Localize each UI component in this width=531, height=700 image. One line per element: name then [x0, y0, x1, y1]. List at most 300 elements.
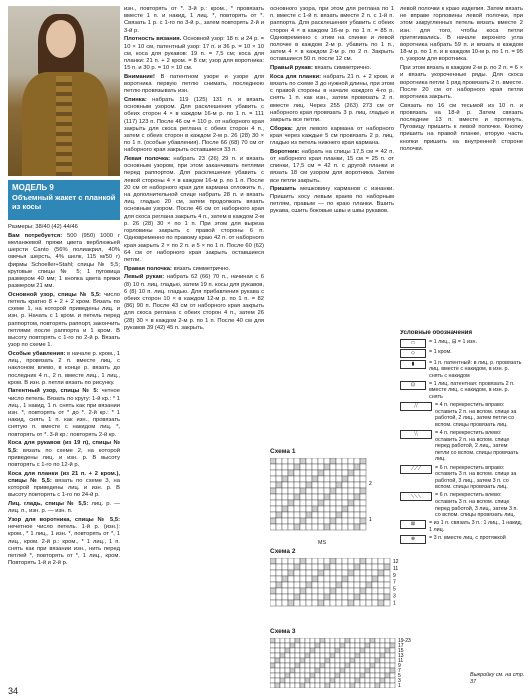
- chart-cell: [354, 518, 360, 524]
- chart-cell: [318, 464, 324, 470]
- legend-title: Условные обозначения: [400, 330, 473, 336]
- legend: [400, 330, 523, 630]
- chart-cell: [342, 470, 348, 476]
- chart-cell: [280, 673, 285, 678]
- chart-cell: [276, 594, 282, 600]
- paragraph-heading: Коса для рукавов (из 19 п), спицы № 5,5:: [8, 440, 120, 454]
- chart-cell: [306, 588, 312, 594]
- chart-cell: [280, 683, 285, 688]
- legend-symbol-icon: ⊡: [400, 381, 426, 390]
- paragraph-heading: Основной узор, спицы № 5,5:: [8, 291, 105, 298]
- chart-cell: [280, 658, 285, 663]
- model-subtitle: Объемный жакет с планкой из косы: [12, 193, 116, 211]
- chart-cell: [285, 653, 290, 658]
- chart-cell: [335, 653, 340, 658]
- chart-cell: [276, 576, 282, 582]
- chart-cell: [365, 678, 370, 683]
- chart-cell: [270, 648, 275, 653]
- chart-cell: [270, 588, 276, 594]
- chart-cell: [336, 506, 342, 512]
- chart-cell: [325, 638, 330, 643]
- chart-cell: [282, 458, 288, 464]
- chart-cell: [324, 576, 330, 582]
- chart-cell: [342, 506, 348, 512]
- chart-cell: [360, 576, 366, 582]
- chart-cell: [300, 683, 305, 688]
- chart-cell: [360, 506, 366, 512]
- chart-cell: [342, 500, 348, 506]
- legend-item: [400, 360, 523, 380]
- chart-cell: [360, 476, 366, 482]
- chart-cell: [305, 678, 310, 683]
- chart-cell: [330, 648, 335, 653]
- row-number-label: 13: [398, 652, 404, 659]
- legend-symbol-icon: ⧸⧸: [400, 402, 432, 411]
- paragraph: [124, 6, 264, 35]
- chart-cell: [312, 600, 318, 606]
- chart-cell: [318, 594, 324, 600]
- chart-cell: [280, 668, 285, 673]
- paragraph-text: мешковину карманов с изнанки. Пришить косу левым краем по наборным петлям, правым — по краю планки. Вшить рукава, сшить боковые швы и швы рукавов.: [270, 186, 394, 214]
- chart-cell: [348, 494, 354, 500]
- schema-2-label: Схема 2: [270, 548, 296, 555]
- chart-cell: [275, 683, 280, 688]
- chart-cell: [342, 576, 348, 582]
- chart-cell: [270, 488, 276, 494]
- chart-cell: [318, 512, 324, 518]
- chart-cell: [390, 678, 395, 683]
- chart-cell: [378, 594, 384, 600]
- row-number-label: 7: [398, 667, 401, 674]
- paragraph: [8, 351, 120, 387]
- chart-cell: [312, 470, 318, 476]
- chart-cell: [365, 663, 370, 668]
- chart-cell: [288, 500, 294, 506]
- chart-cell: [275, 668, 280, 673]
- legend-text: = 6 п. перекрестить вправо: оставить 3 п. на вспом. спице за работой, 3 лиц., затем 3 п. со вспом. спицы провязать лиц.: [435, 464, 517, 491]
- chart-cell: [276, 464, 282, 470]
- chart-cell: [290, 663, 295, 668]
- paragraph: [270, 65, 394, 72]
- legend-text: = 6 п. перекрестить влево: оставить 3 п. на вспом. спице перед работой, 3 лиц., затем 3 п. со вспом. спицы провязать лиц.: [435, 492, 518, 519]
- chart-cell: [325, 663, 330, 668]
- paragraph-text: нечетное число петель. 1-й р. (изн.): кром., * 1 лиц., 1 изн. *, повторять от *, 1 лиц., кром. 2-й р.: кром., * 1 лиц., 1 п. снять как при вязании изн., нить перед петлей *, повторять от *, 1 лиц., кром. Повторять 1-й и 2-й р.: [8, 524, 120, 567]
- chart-cell: [276, 588, 282, 594]
- chart-cell: [330, 506, 336, 512]
- paragraph-text: левой полочки к краю изделия. Затем вязать не вправе горловины левой полочки, при этом закругленных петель вязать вместе 2 изн. для того, чтобы коса петли притягивались. В начале верхнего угла воротника набрать 59 п. и вязать в каждом 18-м р. по 1 п. и в каждом 10-м р. по 1 п. = 95 п. узором для воротника.: [400, 6, 523, 63]
- chart-cell: [318, 482, 324, 488]
- legend-item: [400, 535, 523, 544]
- chart-cell: [306, 564, 312, 570]
- paragraph: [270, 74, 394, 124]
- chart-cell: [355, 653, 360, 658]
- chart-cell: [385, 683, 390, 688]
- chart-cell: [310, 648, 315, 653]
- chart-cell: [318, 582, 324, 588]
- legend-symbol-icon: ⟋⟋⟋: [400, 465, 432, 474]
- chart-cell: [300, 658, 305, 663]
- paragraph: [124, 274, 264, 332]
- chart-cell: [390, 663, 395, 668]
- chart-cell: [336, 470, 342, 476]
- chart-cell: [342, 564, 348, 570]
- chart-cell: [276, 582, 282, 588]
- chart-cell: [275, 648, 280, 653]
- chart-cell: [366, 564, 372, 570]
- chart-cell: [330, 518, 336, 524]
- chart-cell: [312, 570, 318, 576]
- chart-cell: [370, 653, 375, 658]
- chart-cell: [300, 470, 306, 476]
- chart-cell: [336, 588, 342, 594]
- chart-cell: [300, 488, 306, 494]
- chart-cell: [350, 643, 355, 648]
- chart-cell: [294, 500, 300, 506]
- legend-item: [400, 349, 523, 358]
- chart-cell: [294, 470, 300, 476]
- chart-cell: [330, 594, 336, 600]
- chart-cell: [350, 658, 355, 663]
- chart-cell: [300, 582, 306, 588]
- chart-cell: [315, 668, 320, 673]
- chart-cell: [365, 638, 370, 643]
- chart-cell: [324, 488, 330, 494]
- chart-cell: [270, 582, 276, 588]
- chart-cell: [384, 582, 390, 588]
- chart-cell: [372, 558, 378, 564]
- chart-cell: [282, 576, 288, 582]
- chart-cell: [336, 600, 342, 606]
- chart-cell: [300, 570, 306, 576]
- chart-cell: [312, 564, 318, 570]
- chart-cell: [288, 588, 294, 594]
- chart-cell: [276, 494, 282, 500]
- chart-cell: [318, 570, 324, 576]
- chart-cell: [342, 476, 348, 482]
- chart-cell: [306, 518, 312, 524]
- chart-cell: [295, 683, 300, 688]
- chart-cell: [300, 643, 305, 648]
- chart-cell: [330, 494, 336, 500]
- page-number: 34: [8, 686, 19, 696]
- chart-cell: [342, 464, 348, 470]
- chart-cell: [310, 638, 315, 643]
- chart-cell: [270, 638, 275, 643]
- chart-cell: [360, 488, 366, 494]
- chart-cell: [285, 668, 290, 673]
- chart-cell: [276, 488, 282, 494]
- chart-cell: [335, 638, 340, 643]
- chart-cell: [385, 648, 390, 653]
- paragraph-text: вязать симметрично.: [173, 265, 231, 272]
- chart-cell: [355, 643, 360, 648]
- chart-cell: [384, 588, 390, 594]
- chart-cell: [340, 683, 345, 688]
- chart-cell: [294, 518, 300, 524]
- chart-cell: [378, 558, 384, 564]
- paragraph: [270, 126, 394, 148]
- chart-cell: [275, 673, 280, 678]
- legend-symbol-icon: ⊗: [400, 535, 426, 544]
- chart-cell: [282, 582, 288, 588]
- chart-cell: [390, 658, 395, 663]
- chart-cell: [288, 494, 294, 500]
- chart-cell: [312, 558, 318, 564]
- chart-cell: [294, 600, 300, 606]
- chart-cell: [342, 600, 348, 606]
- chart-cell: [320, 643, 325, 648]
- chart-cell: [355, 678, 360, 683]
- chart-cell: [312, 506, 318, 512]
- chart-cell: [366, 582, 372, 588]
- chart-cell: [325, 648, 330, 653]
- chart-cell: [270, 683, 275, 688]
- chart-cell: [336, 488, 342, 494]
- chart-cell: [305, 643, 310, 648]
- chart-cell: [306, 494, 312, 500]
- chart-cell: [354, 558, 360, 564]
- chart-cell: [270, 678, 275, 683]
- chart-cell: [282, 476, 288, 482]
- paragraph: [8, 388, 120, 438]
- chart-cell: [288, 506, 294, 512]
- chart-cell: [350, 648, 355, 653]
- paragraph: [124, 74, 264, 96]
- chart-cell: [345, 683, 350, 688]
- chart-cell: [335, 658, 340, 663]
- paragraph-heading: Спинка:: [124, 96, 153, 103]
- chart-cell: [306, 570, 312, 576]
- chart-cell: [270, 576, 276, 582]
- chart-cell: [350, 638, 355, 643]
- chart-cell: [378, 600, 384, 606]
- paragraph-text: набрать 62 (66) 70 п., начиная с 6 (8) 10 п. лиц. гладью, затем 19 п. косы для рукавов, 6 (8) 10 п. лиц. гладью. Для прибавления рукава с обеих сторон 10 × в каждом 12-м р. по 1 п. = 82 (86) 90 п. После 43 см от наборного края закрыть для скоса реглана с обеих сторон 4 п., затем 26 (28) 30 × в каждом 2-м р. по 1 п. После 40 см для рукавов 39 (42) 45 п. закрыть.: [124, 274, 264, 331]
- chart-cell: [375, 648, 380, 653]
- chart-cell: [318, 558, 324, 564]
- chart-cell: [276, 458, 282, 464]
- chart-cell: [318, 524, 324, 530]
- chart-cell: [370, 663, 375, 668]
- chart-cell: [340, 643, 345, 648]
- row-number-label: 1: [393, 600, 396, 607]
- chart-cell: [306, 482, 312, 488]
- chart-cell: [385, 643, 390, 648]
- chart-cell: [275, 638, 280, 643]
- chart-cell: [365, 658, 370, 663]
- chart-cell: [324, 458, 330, 464]
- chart-cell: [355, 658, 360, 663]
- chart-cell: [270, 663, 275, 668]
- chart-cell: [342, 458, 348, 464]
- legend-symbol-icon: □: [400, 339, 426, 348]
- paragraph-text: для левого кармана от наборного края через каждые 5 см провязать 2 р. лиц. гладью из петель нижнего края кармана.: [270, 125, 394, 147]
- chart-cell: [315, 648, 320, 653]
- chart-cell: [385, 663, 390, 668]
- schema-2-chart: [270, 558, 410, 624]
- chart-cell: [345, 643, 350, 648]
- chart-cell: [282, 588, 288, 594]
- chart-cell: [375, 658, 380, 663]
- chart-cell: [354, 512, 360, 518]
- chart-cell: [336, 524, 342, 530]
- text-column-3: [270, 6, 394, 444]
- chart-cell: [306, 500, 312, 506]
- legend-text: = 1 кром.: [429, 349, 452, 356]
- chart-cell: [276, 518, 282, 524]
- chart-cell: [312, 464, 318, 470]
- chart-cell: [330, 470, 336, 476]
- chart-cell: [354, 470, 360, 476]
- chart-cell: [288, 518, 294, 524]
- chart-cell: [324, 564, 330, 570]
- chart-cell: [288, 558, 294, 564]
- chart-cell: [350, 673, 355, 678]
- chart-cell: [340, 648, 345, 653]
- chart-cell: [320, 678, 325, 683]
- chart-cell: [378, 588, 384, 594]
- chart-cell: [336, 576, 342, 582]
- chart-cell: [330, 488, 336, 494]
- chart-cell: [380, 648, 385, 653]
- chart-cell: [294, 512, 300, 518]
- chart-cell: [318, 488, 324, 494]
- chart-cell: [385, 658, 390, 663]
- chart-cell: [318, 564, 324, 570]
- paragraph: [124, 97, 264, 155]
- legend-symbol-icon: ⟍⟍⟍: [400, 492, 432, 501]
- row-number-label: 5: [398, 672, 401, 679]
- chart-cell: [300, 524, 306, 530]
- chart-cell: [336, 464, 342, 470]
- paragraph-heading: Узор для воротника, спицы № 5,5:: [8, 516, 120, 523]
- chart-cell: [270, 476, 276, 482]
- chart-cell: [336, 476, 342, 482]
- paragraph: [400, 103, 523, 153]
- chart-cell: [335, 643, 340, 648]
- chart-cell: [312, 476, 318, 482]
- chart-cell: [366, 594, 372, 600]
- chart-cell: [318, 470, 324, 476]
- chart-cell: [342, 524, 348, 530]
- chart-cell: [372, 588, 378, 594]
- chart-cell: [300, 673, 305, 678]
- chart-cell: [315, 643, 320, 648]
- chart-cell: [372, 576, 378, 582]
- chart-cell: [324, 512, 330, 518]
- chart-cell: [285, 673, 290, 678]
- chart-cell: [380, 638, 385, 643]
- paragraph: [8, 233, 120, 291]
- chart-cell: [345, 663, 350, 668]
- chart-cell: [300, 678, 305, 683]
- chart-cell: [285, 663, 290, 668]
- chart-cell: [324, 518, 330, 524]
- chart-cell: [342, 570, 348, 576]
- chart-cell: [342, 558, 348, 564]
- chart-cell: [305, 663, 310, 668]
- chart-cell: [345, 653, 350, 658]
- legend-text: = 1 лиц. патентная: провязать 2 п. вместе лиц. с накидом, в изн. р. снять: [429, 380, 515, 401]
- chart-cell: [324, 588, 330, 594]
- chart-cell: [320, 668, 325, 673]
- chart-cell: [335, 683, 340, 688]
- chart-cell: [300, 512, 306, 518]
- chart-cell: [354, 476, 360, 482]
- chart-cell: [310, 658, 315, 663]
- chart-cell: [312, 588, 318, 594]
- chart-cell: [340, 678, 345, 683]
- chart-cell: [365, 648, 370, 653]
- chart-cell: [270, 458, 276, 464]
- chart-cell: [325, 668, 330, 673]
- chart-cell: [295, 678, 300, 683]
- chart-cell: [295, 658, 300, 663]
- paragraph-text: набрать 21 п. + 2 кром. и вязать по схеме 3 до нужной длины, при этом с правой стороны в начале каждого 4-го р. снять 1 п. как изн., затем провязать 2 п. вместе лиц. Через 255 (263) 273 см от наборного края провязать 3 р. лиц. гладью и закрыть все петли.: [270, 73, 394, 124]
- chart-cell: [282, 488, 288, 494]
- chart-cell: [350, 678, 355, 683]
- chart-cell: [375, 643, 380, 648]
- legend-symbol-icon: ▮: [400, 360, 426, 369]
- chart-cell: [355, 648, 360, 653]
- paragraph-text: Основной узор: 18 п. и 24 р. = 10 × 10 см, патентный узор: 17 п. и 36 р. = 10 × 10 см, коса для рукавов: 19 п. = 7,5 см; коса для планки: 21 п. + 2 кром. = 8 см; узор для воротника: 15 п. и 30 р. = 10 × 10 см.: [124, 36, 264, 72]
- paragraph-text: набрать 119 (125) 131 п. и вязать основным узором. Для расклешения убавить с обеих сторон 4 × в каждом 16-м р. по 1 п. = 111 (117) 123 п. После 46 см = 110 р. от наборного края закрыть для скоса реглана с обеих сторон 4 п., затем с обеих сторон в каждом 2-м р. 26 (28) 30 × по 1 п. (особые убавления). После 66 (68) 70 см от наборного края закрыть оставшиеся 33 п.: [124, 96, 264, 154]
- chart-cell: [360, 648, 365, 653]
- chart-cell: [348, 464, 354, 470]
- chart-cell: [312, 524, 318, 530]
- chart-cell: [306, 576, 312, 582]
- chart-cell: [340, 668, 345, 673]
- chart-cell: [355, 668, 360, 673]
- paragraph-text: При этом вязать в каждом 2-м р. по 2 п. = 6 × и вязать укороченные ряды. Для скоса воротника петли 1 ряд провязать 2 п. вместе. После 20 см от наборного края петли воротника закрыть.: [400, 65, 523, 100]
- paragraph-text: набрать на спицы 17,5 см = 42 п. от наборного края планки, 15 см = 25 п. от спинки, 17,5 см = 42 п. с другой планки и вязать 18 см узором для воротника. Затем все петли закрыть.: [270, 148, 394, 184]
- chart-cell: [375, 638, 380, 643]
- row-number-label: 2: [369, 481, 372, 487]
- paragraph-heading: Коса для планки:: [270, 73, 324, 80]
- paragraph: [8, 471, 120, 500]
- chart-cell: [336, 518, 342, 524]
- chart-cell: [348, 512, 354, 518]
- chart-cell: [325, 678, 330, 683]
- chart-cell: [275, 643, 280, 648]
- chart-cell: [335, 678, 340, 683]
- chart-cell: [390, 673, 395, 678]
- chart-cell: [288, 476, 294, 482]
- chart-cell: [276, 506, 282, 512]
- chart-cell: [300, 638, 305, 643]
- chart-cell: [354, 524, 360, 530]
- chart-cell: [350, 668, 355, 673]
- row-number-label: 3: [398, 677, 401, 684]
- chart-cell: [370, 678, 375, 683]
- chart-cell: [336, 482, 342, 488]
- paragraph-text: Размеры: 38/40 (42) 44/46: [8, 224, 78, 230]
- paragraph: [124, 266, 264, 273]
- paragraph-text: лиц. р. — лиц. п., изн. р. — изн. п.: [8, 501, 120, 515]
- paragraph: [8, 517, 120, 567]
- chart-cell: [310, 678, 315, 683]
- chart-cell: [280, 678, 285, 683]
- chart-cell: [330, 600, 336, 606]
- chart-cell: [360, 564, 366, 570]
- chart-cell: [336, 594, 342, 600]
- chart-cell: [370, 668, 375, 673]
- chart-cell: [380, 673, 385, 678]
- chart-cell: [330, 683, 335, 688]
- chart-cell: [312, 500, 318, 506]
- text-column-1: [8, 224, 120, 684]
- chart-cell: [288, 570, 294, 576]
- chart-cell: [348, 506, 354, 512]
